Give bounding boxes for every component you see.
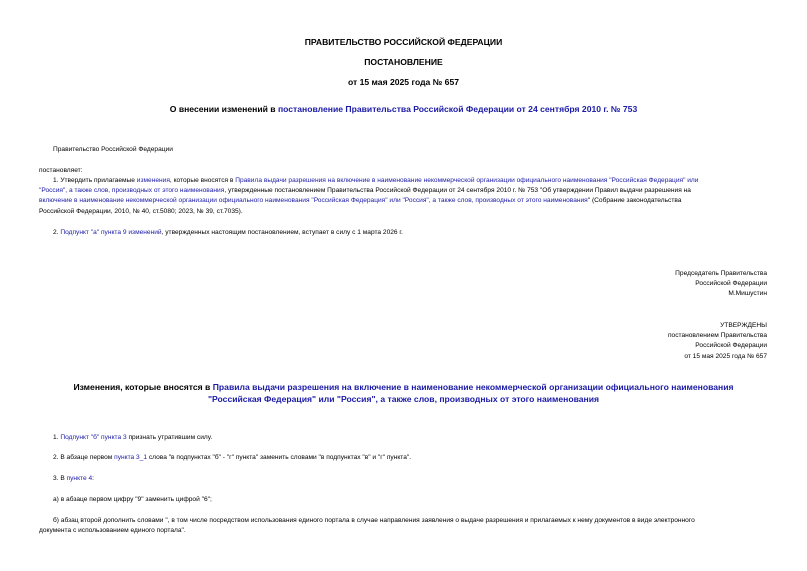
change-3b-line-2: документа с использованием единого портала".: [39, 527, 186, 535]
p2-rest: , утвержденных настоящим постановлением, вступает в силу с 1 марта 2026 г.: [161, 229, 403, 236]
p1-text-c: , утвержденные постановлением Правительства Российской Федерации от 24 сентября 2010 г. № 753 "Об утверждении Правил выдачи разрешения на: [224, 187, 691, 195]
approved-line-2: постановлением Правительства: [667, 332, 767, 340]
change-1-prefix: 1.: [53, 434, 61, 441]
decrees-word: постановляет:: [39, 167, 83, 174]
change-2-prefix: 2. В абзаце первом: [53, 454, 115, 461]
p1-text-b: , которые вносятся в: [169, 177, 236, 184]
change-2-rest: слова "в подпунктах "б" - "г" пункта" заменить словами "в подпунктах "в" и "г" пункта".: [147, 454, 412, 461]
signature-block: [467, 269, 767, 300]
point-3-1-link[interactable]: пункта 3_1: [114, 454, 148, 461]
change-3-rest: :: [92, 475, 94, 482]
rules-link-part1[interactable]: Правила выдачи разрешения на включение в наименование некоммерческой организации официального наименования "Российская Федерация" или: [235, 177, 699, 184]
approved-line-1: УТВЕРЖДЕНЫ: [720, 322, 767, 329]
changes-title-prefix: Изменения, которые вносятся в: [73, 382, 213, 392]
title-prefix: О внесении изменений в: [169, 104, 278, 114]
document-date-number: от 15 мая 2025 года № 657: [347, 77, 460, 87]
government-heading: ПРАВИТЕЛЬСТВО РОССИЙСКОЙ ФЕДЕРАЦИИ: [304, 37, 503, 47]
paragraph-2: [53, 228, 403, 238]
signature-name: М.Мишустин: [728, 290, 767, 298]
change-3b: [39, 516, 767, 536]
approved-line-3: Российской Федерации: [695, 342, 767, 350]
subpoint-a-point-9-link[interactable]: Подпункт "а" пункта 9 изменений: [60, 229, 162, 236]
point-4-link[interactable]: пункте 4: [66, 475, 93, 482]
changes-title-link-2[interactable]: "Российская Федерация" или "Россия", а также слов, производных от этого наименования: [207, 394, 600, 404]
subpoint-b-point-3-link[interactable]: Подпункт "б" пункта 3: [60, 434, 127, 441]
document-title: [0, 104, 807, 114]
p1-text-d: " (Собрание законодательства: [587, 197, 682, 205]
signature-line-1: Председатель Правительства: [675, 270, 767, 277]
change-1-rest: признать утратившим силу.: [126, 434, 213, 441]
approved-line-4: от 15 мая 2025 года № 657: [684, 352, 767, 360]
changes-link[interactable]: изменения: [136, 177, 170, 184]
change-2: [53, 453, 411, 463]
changes-title: [0, 381, 807, 405]
rules-link-part2[interactable]: "Россия", а также слов, производных от этого наименования: [39, 187, 225, 195]
signature-line-2: Российской Федерации: [695, 280, 767, 288]
p2-prefix: 2.: [53, 229, 61, 236]
p1-text-a: 1. Утвердить прилагаемые: [53, 177, 137, 184]
decree-753-link[interactable]: постановление Правительства Российской Федерации от 24 сентября 2010 г. № 753: [277, 104, 638, 114]
change-3b-line-1: б) абзац второй дополнить словами ", в том числе посредством использования единого портала в случае направления заявления о выдаче разрешения и прилагаемых к нему документов в виде электронного: [53, 517, 695, 524]
document-type: ПОСТАНОВЛЕНИЕ: [364, 57, 443, 67]
issuer: Правительство Российской Федерации: [53, 146, 173, 153]
change-3: [53, 474, 94, 484]
rules-approval-link[interactable]: включение в наименование некоммерческой организации официального наименования "Российская Федерация" или "Россия", а также слов, производных от этого наименования: [39, 197, 588, 205]
change-1: [53, 433, 212, 443]
paragraph-1: [39, 176, 767, 217]
change-3-prefix: 3. В: [53, 475, 67, 482]
change-3a: а) в абзаце первом цифру "9" заменить цифрой "6";: [53, 496, 212, 503]
p1-text-e: Российской Федерации, 2010, № 40, ст.5080; 2023, № 39, ст.7035).: [39, 207, 243, 215]
approved-block: [467, 321, 767, 362]
changes-title-link-1[interactable]: Правила выдачи разрешения на включение в наименование некоммерческой организации официального наименования: [212, 382, 734, 392]
